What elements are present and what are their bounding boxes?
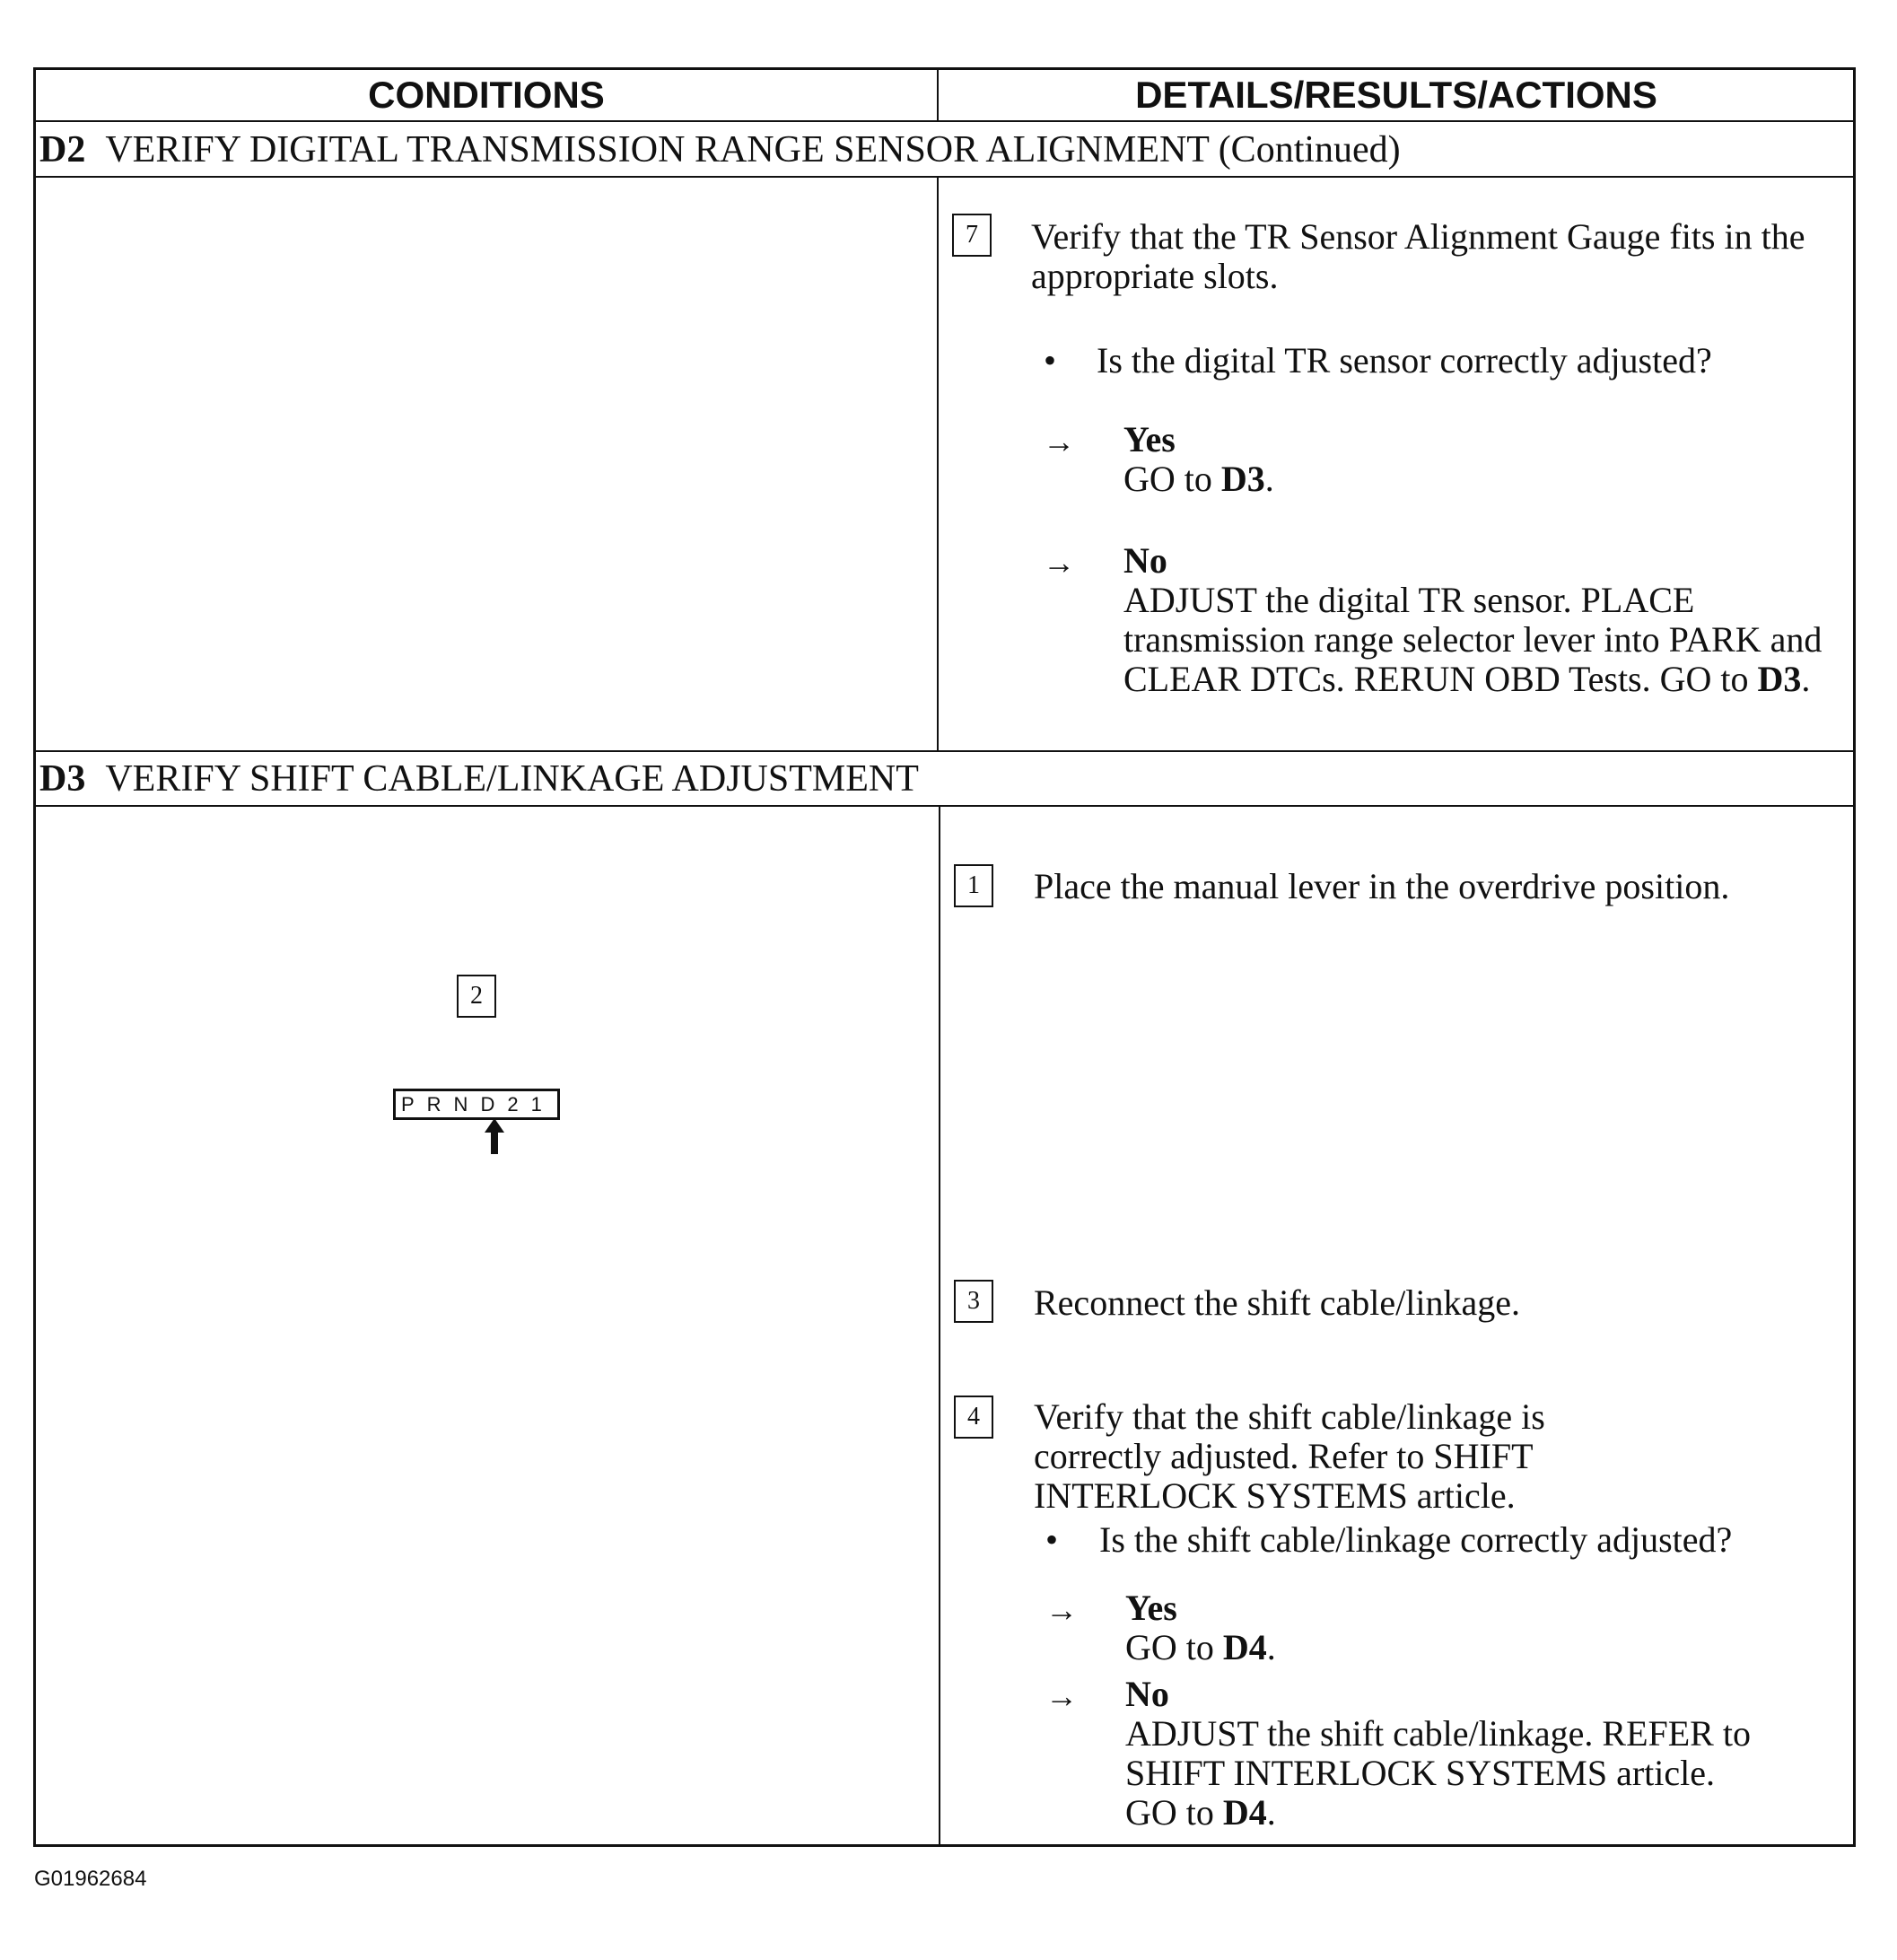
d2-yes-prefix: GO to — [1123, 459, 1221, 499]
d3-no-suffix: . — [1266, 1792, 1276, 1833]
d2-no-target: D3 — [1757, 659, 1802, 699]
d2-yes-target: D3 — [1220, 459, 1265, 499]
d3-title-divider — [33, 805, 1856, 807]
d3-no-label: No — [1125, 1674, 1169, 1714]
d3-no-go — [1125, 1793, 1843, 1833]
d3-yes-block — [1125, 1588, 1843, 1667]
d3-yes-suffix: . — [1266, 1627, 1276, 1667]
d3-step-4-text: Verify that the shift cable/linkage is correctly adjusted. Refer to SHIFT INTERLOCK SYSTEMS article. — [1034, 1396, 1545, 1516]
d3-no-target: D4 — [1222, 1792, 1267, 1833]
d3-code: D3 — [39, 758, 86, 800]
d2-no-suffix: . — [1801, 659, 1811, 699]
d3-yes-action — [1125, 1628, 1843, 1667]
conditions-header: CONDITIONS — [368, 74, 605, 116]
d3-step-1-text: Place the manual lever in the overdrive position. — [1034, 866, 1730, 906]
d2-title-divider — [33, 176, 1856, 178]
d2-no-action-text: ADJUST the digital TR sensor. PLACE transmission range selector lever into PARK and CLEAR DTCs. RERUN OBD Tests. GO to — [1123, 580, 1823, 699]
d3-no-action: ADJUST the shift cable/linkage. REFER to SHIFT INTERLOCK SYSTEMS article. — [1125, 1713, 1751, 1793]
d2-no-action — [1123, 581, 1850, 699]
d3-step-2-box: 2 — [457, 975, 496, 1018]
d3-step-4-box: 4 — [954, 1396, 993, 1439]
d2-yes-block — [1123, 420, 1841, 499]
header-divider — [33, 120, 1856, 122]
d2-question: Is the digital TR sensor correctly adjusted? — [1097, 340, 1712, 381]
d3-step-3-box: 3 — [954, 1280, 993, 1323]
d3-section-title — [39, 753, 919, 805]
d2-title: VERIFY DIGITAL TRANSMISSION RANGE SENSOR ALIGNMENT (Continued) — [105, 129, 1401, 171]
d3-no-block — [1125, 1675, 1843, 1833]
figure-id: G01962684 — [34, 1867, 147, 1891]
d2-step-7-box: 7 — [952, 214, 992, 257]
d3-step-1-box: 1 — [954, 864, 993, 907]
d2-no-block — [1123, 541, 1850, 699]
table-frame — [33, 67, 1856, 1847]
d2-section-title — [39, 124, 1401, 176]
column-divider-d3 — [939, 805, 940, 1847]
d2-bullet: • — [1044, 340, 1057, 381]
d3-yes-target: D4 — [1222, 1627, 1267, 1667]
right-arrow-icon: → — [1045, 1592, 1078, 1628]
column-divider-d2 — [937, 176, 939, 752]
d3-no-prefix: GO to — [1125, 1792, 1223, 1833]
d3-yes-label: Yes — [1125, 1588, 1177, 1628]
d2-step-7-text: Verify that the TR Sensor Alignment Gauge fits in the appropriate slots. — [1031, 216, 1805, 296]
d3-top-divider — [33, 750, 1856, 752]
up-arrow-icon — [483, 1118, 506, 1154]
d2-yes-action — [1123, 459, 1841, 499]
d3-yes-prefix: GO to — [1125, 1627, 1223, 1667]
d3-title: VERIFY SHIFT CABLE/LINKAGE ADJUSTMENT — [105, 758, 919, 800]
right-arrow-icon: → — [1043, 424, 1075, 459]
d2-yes-label: Yes — [1123, 419, 1176, 459]
gear-indicator: PRND21 — [393, 1089, 560, 1120]
d3-question: Is the shift cable/linkage correctly adjusted? — [1099, 1519, 1733, 1560]
d2-no-label: No — [1123, 540, 1167, 581]
d2-yes-suffix: . — [1264, 459, 1274, 499]
right-arrow-icon: → — [1045, 1678, 1078, 1714]
d3-bullet: • — [1045, 1519, 1059, 1560]
d2-code: D2 — [39, 129, 86, 171]
details-header: DETAILS/RESULTS/ACTIONS — [1135, 74, 1657, 116]
d3-step-3-text: Reconnect the shift cable/linkage. — [1034, 1282, 1521, 1323]
right-arrow-icon: → — [1043, 545, 1075, 581]
